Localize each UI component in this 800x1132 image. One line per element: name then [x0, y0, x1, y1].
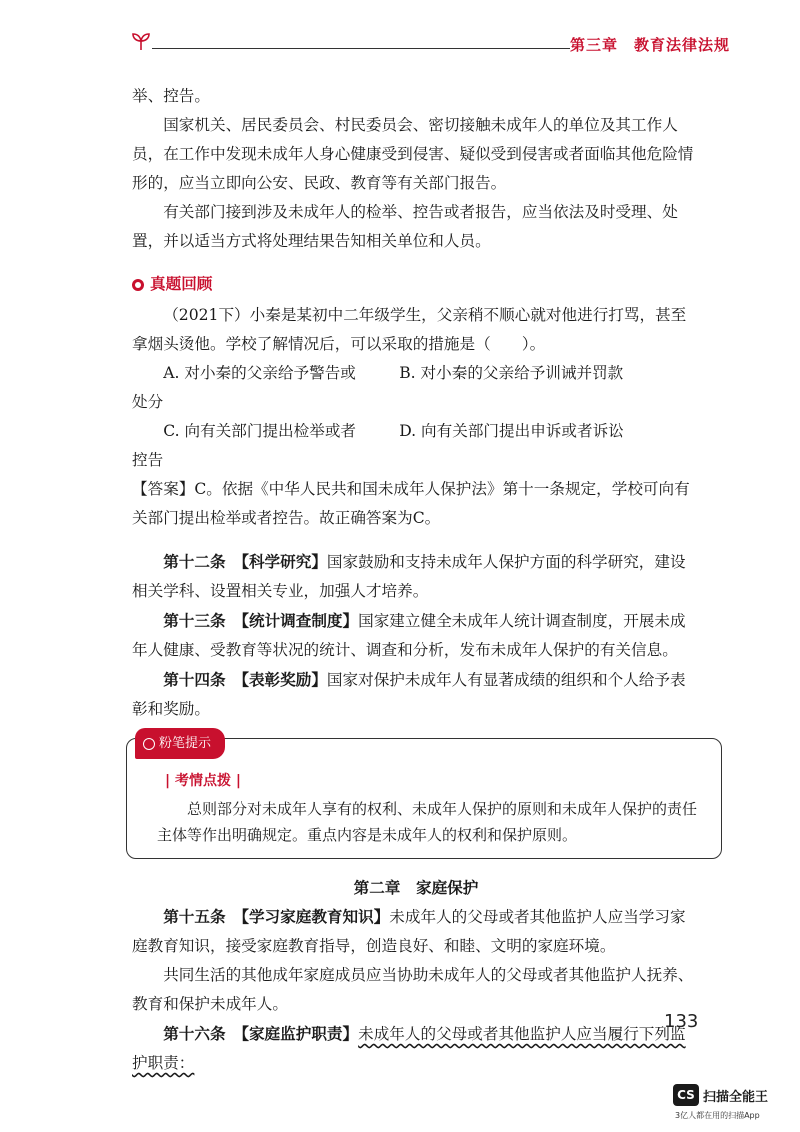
page-header — [130, 28, 730, 58]
page-content — [132, 82, 700, 1078]
tip-badge: 粉笔提示 — [135, 728, 225, 759]
sprout-icon — [130, 30, 152, 52]
tip-subheading: | 考情点拨 | — [165, 773, 241, 789]
option-d: D. 向有关部门提出申诉或者诉讼 — [399, 422, 624, 440]
watermark-subtitle: 3亿人都在用的扫描App — [675, 1111, 760, 1120]
article-12: 第十二条 【科学研究】国家鼓励和支持未成年人保护方面的科学研究，建设相关学科、设置相关专业，加强人才培养。 — [132, 552, 686, 600]
pencil-icon — [143, 738, 155, 750]
page-number: 133 — [664, 1011, 699, 1032]
cs-logo-icon: CS — [673, 1084, 699, 1106]
option-c: C. 向有关部门提出检举或者控告 — [132, 422, 357, 469]
watermark-name: 扫描全能王 — [703, 1090, 769, 1105]
tip-box — [126, 738, 722, 859]
chapter-title: 第三章 教育法律法规 — [569, 36, 730, 54]
review-question: （2021下）小秦是某初中二年级学生，父亲稍不顺心就对他进行打骂，甚至拿烟头烫他。学校了解情况后，可以采取的措施是（ ）。 — [132, 306, 687, 353]
review-heading: 真题回顾 — [132, 270, 700, 299]
paragraph: 举、控告。 — [132, 87, 210, 105]
options-row — [132, 417, 700, 475]
article-15: 第十五条 【学习家庭教育知识】未成年人的父母或者其他监护人应当学习家庭教育知识，接受家庭教育指导，创造良好、和睦、文明的家庭环境。 — [132, 907, 686, 955]
header-rule — [152, 48, 570, 49]
paragraph: 国家机关、居民委员会、村民委员会、密切接触未成年人的单位及其工作人员，在工作中发现未成年人身心健康受到侵害、疑似受到侵害或者面临其他危险情形的，应当立即向公安、民政、教育等有关部门报告。 — [132, 116, 694, 192]
tip-body: 总则部分对未成年人享有的权利、未成年人保护的原则和未成年人保护的责任主体等作出明确规定。重点内容是未成年人的权利和保护原则。 — [157, 800, 698, 844]
option-a: A. 对小秦的父亲给予警告或处分 — [132, 364, 356, 411]
article-13: 第十三条 【统计调查制度】国家建立健全未成年人统计调查制度，开展未成年人健康、受教育等状况的统计、调查和分析，发布未成年人保护的有关信息。 — [132, 611, 686, 659]
chapter-2-title: 第二章 家庭保护 — [353, 878, 479, 897]
article-16: 第十六条 【家庭监护职责】未成年人的父母或者其他监护人应当履行下列监护职责： — [132, 1024, 686, 1072]
review-answer: 【答案】C。依据《中华人民共和国未成年人保护法》第十一条规定，学校可向有关部门提出检举或者控告。故正确答案为C。 — [132, 480, 690, 527]
bullet-icon — [132, 279, 144, 291]
article-14: 第十四条 【表彰奖励】国家对保护未成年人有显著成绩的组织和个人给予表彰和奖励。 — [132, 670, 686, 718]
option-b: B. 对小秦的父亲给予训诫并罚款 — [399, 364, 624, 382]
options-row — [132, 359, 700, 417]
paragraph: 有关部门接到涉及未成年人的检举、控告或者报告，应当依法及时受理、处置，并以适当方式将处理结果告知相关单位和人员。 — [132, 203, 678, 250]
paragraph: 共同生活的其他成年家庭成员应当协助未成年人的父母或者其他监护人抚养、教育和保护未成年人。 — [132, 966, 694, 1013]
scanner-watermark — [673, 1084, 793, 1124]
